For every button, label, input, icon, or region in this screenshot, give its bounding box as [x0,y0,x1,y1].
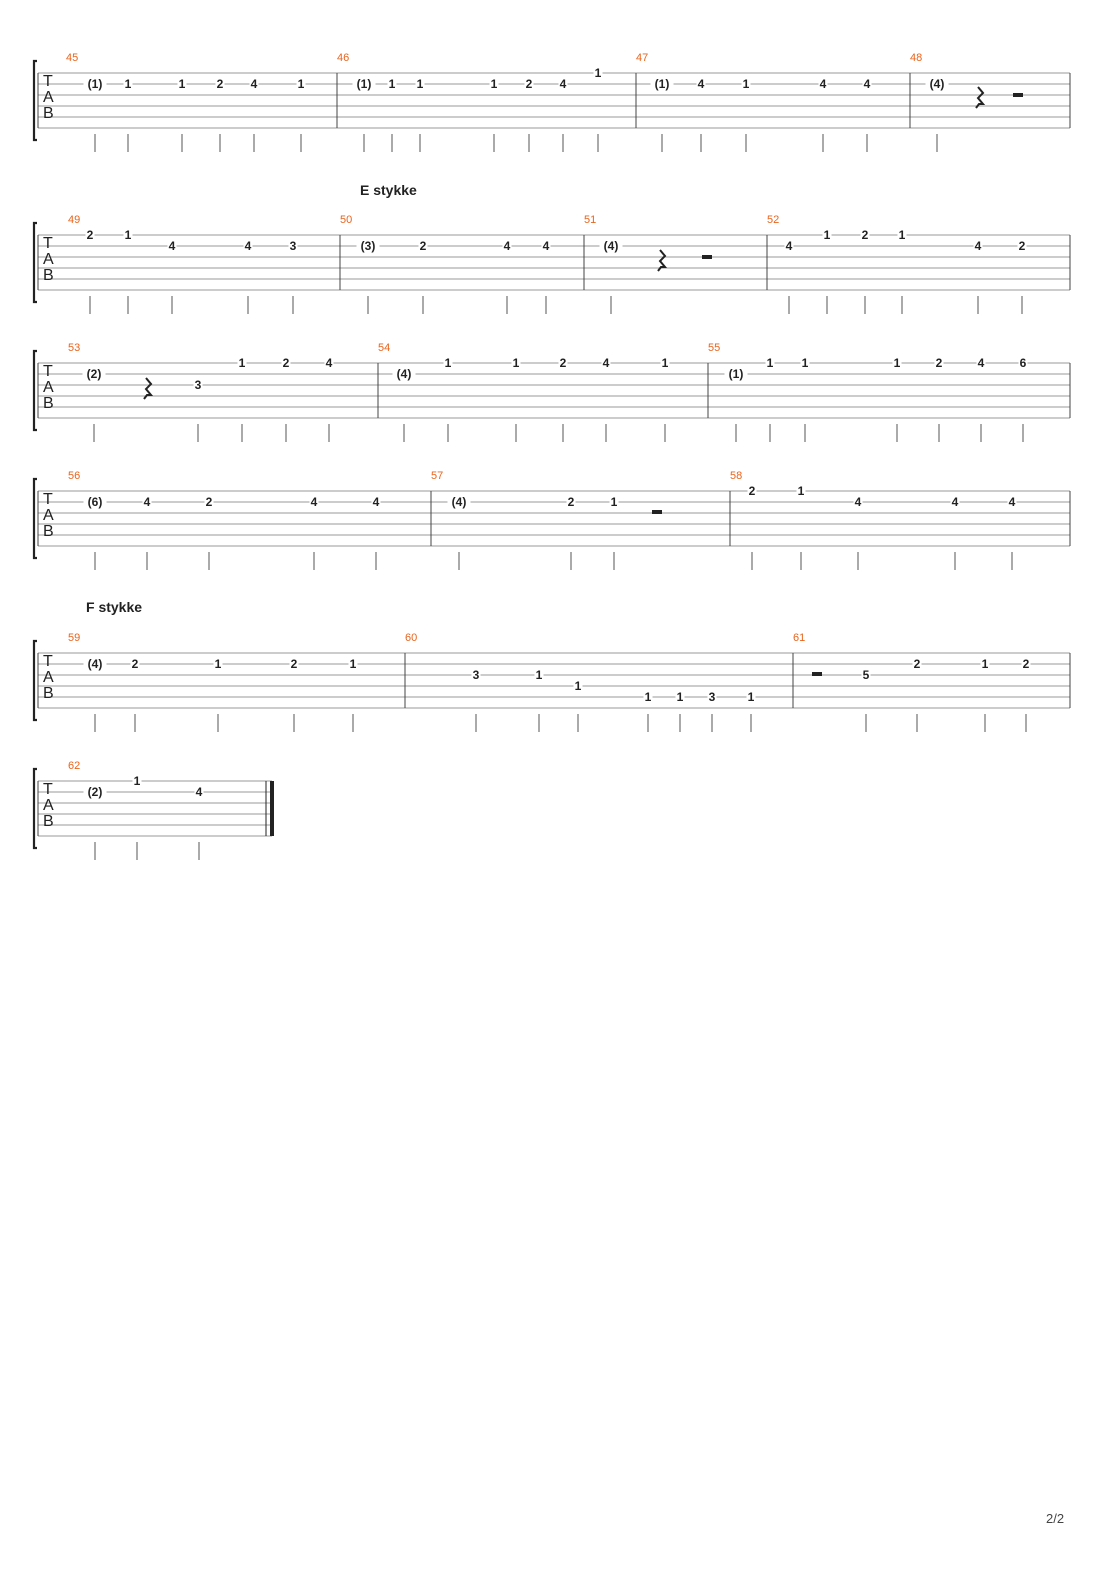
fret-number: 1 [490,77,498,91]
tab-clef-letter: T [43,653,53,670]
measure-number: 50 [340,214,353,226]
section-title: E stykke [360,182,417,198]
fret-number: 1 [512,356,520,370]
fret-number: 1 [594,66,602,80]
fret-number: 2 [861,228,869,242]
quarter-rest [976,87,983,108]
tab-clef-letter: A [43,89,54,106]
fret-number: 4 [168,239,176,253]
measure-number: 49 [68,214,81,226]
half-rest [812,672,822,676]
fret-number: 2 [290,657,298,671]
measure-number: 53 [68,342,81,354]
fret-number: 4 [974,239,982,253]
fret-number: (4) [603,239,619,253]
measure-number: 55 [708,342,721,354]
fret-number: 1 [133,774,141,788]
fret-number: (4) [87,657,103,671]
measure-number: 61 [793,632,806,644]
fret-number: 1 [349,657,357,671]
fret-number: 1 [178,77,186,91]
measure-number: 59 [68,632,81,644]
fret-number: 3 [194,378,202,392]
tab-clef-letter: T [43,73,53,90]
fret-number: 1 [766,356,774,370]
measure-number: 57 [431,470,444,482]
fret-number: 4 [819,77,827,91]
fret-number: 4 [785,239,793,253]
fret-number: 1 [610,495,618,509]
fret-number: (1) [356,77,372,91]
page-number: 2/2 [1046,1511,1065,1526]
fret-number: 2 [205,495,213,509]
fret-number: (2) [87,785,103,799]
tab-clef-letter: A [43,797,54,814]
tab-clef-letter: A [43,669,54,686]
fret-number: 2 [748,484,756,498]
tab-clef-letter: T [43,235,53,252]
measure-number: 51 [584,214,597,226]
fret-number: 1 [416,77,424,91]
measure-number: 47 [636,52,649,64]
fret-number: 1 [747,690,755,704]
fret-number: 4 [250,77,258,91]
measure-number: 58 [730,470,743,482]
fret-number: 1 [388,77,396,91]
fret-number: 4 [542,239,550,253]
fret-number: 3 [289,239,297,253]
fret-number: 2 [913,657,921,671]
fret-number: 1 [214,657,222,671]
fret-number: 1 [981,657,989,671]
fret-number: 1 [444,356,452,370]
measure-number: 60 [405,632,418,644]
fret-number: 1 [644,690,652,704]
fret-number: 1 [801,356,809,370]
fret-number: 3 [472,668,480,682]
fret-number: 1 [574,679,582,693]
fret-number: 2 [86,228,94,242]
fret-number: 6 [1019,356,1027,370]
fret-number: 5 [862,668,870,682]
fret-number: 2 [935,356,943,370]
tab-clef-letter: A [43,379,54,396]
fret-number: 1 [893,356,901,370]
system-bracket [34,351,37,430]
fret-number: 3 [708,690,716,704]
fret-number: 2 [567,495,575,509]
tab-clef-letter: B [43,395,54,412]
fret-number: 1 [661,356,669,370]
measure-number: 54 [378,342,391,354]
fret-number: 4 [977,356,985,370]
fret-number: 1 [124,77,132,91]
fret-number: 4 [244,239,252,253]
measure-number: 62 [68,760,81,772]
tab-clef-letter: B [43,105,54,122]
fret-number: 1 [823,228,831,242]
fret-number: 2 [216,77,224,91]
fret-number: 1 [124,228,132,242]
fret-number: 2 [525,77,533,91]
fret-number: 4 [951,495,959,509]
fret-number: 2 [1018,239,1026,253]
tab-clef-letter: T [43,781,53,798]
tab-clef-letter: A [43,507,54,524]
fret-number: 1 [238,356,246,370]
fret-number: 2 [282,356,290,370]
fret-number: 2 [1022,657,1030,671]
measure-number: 45 [66,52,79,64]
system-bracket [34,223,37,302]
fret-number: 4 [372,495,380,509]
tab-clef-letter: A [43,251,54,268]
fret-number: 4 [503,239,511,253]
fret-number: 4 [863,77,871,91]
section-title: F stykke [86,599,143,615]
fret-number: 2 [559,356,567,370]
measure-number: 48 [910,52,923,64]
fret-number: 4 [1008,495,1016,509]
fret-number: (4) [451,495,467,509]
system-bracket [34,479,37,558]
fret-number: 2 [131,657,139,671]
fret-number: (4) [396,367,412,381]
fret-number: 4 [325,356,333,370]
fret-number: 4 [559,77,567,91]
tab-clef-letter: B [43,813,54,830]
fret-number: (1) [654,77,670,91]
fret-number: 1 [797,484,805,498]
half-rest [1013,93,1023,97]
fret-number: 4 [697,77,705,91]
tab-clef-letter: T [43,363,53,380]
system-bracket [34,61,37,140]
fret-number: (2) [86,367,102,381]
tab-clef-letter: T [43,491,53,508]
measure-number: 46 [337,52,350,64]
fret-number: 1 [742,77,750,91]
fret-number: 1 [676,690,684,704]
fret-number: 1 [898,228,906,242]
tab-clef-letter: B [43,685,54,702]
fret-number: (4) [929,77,945,91]
fret-number: 1 [535,668,543,682]
half-rest [702,255,712,259]
fret-number: 4 [143,495,151,509]
fret-number: 4 [195,785,203,799]
fret-number: 4 [310,495,318,509]
system-bracket [34,641,37,720]
fret-number: 4 [854,495,862,509]
tab-clef-letter: B [43,267,54,284]
fret-number: (1) [87,77,103,91]
fret-number: 1 [297,77,305,91]
fret-number: 2 [419,239,427,253]
fret-number: (3) [360,239,376,253]
fret-number: (1) [728,367,744,381]
measure-number: 52 [767,214,780,226]
fret-number: (6) [87,495,103,509]
tab-clef-letter: B [43,523,54,540]
system-bracket [34,769,37,848]
half-rest [652,510,662,514]
measure-number: 56 [68,470,81,482]
fret-number: 4 [602,356,610,370]
